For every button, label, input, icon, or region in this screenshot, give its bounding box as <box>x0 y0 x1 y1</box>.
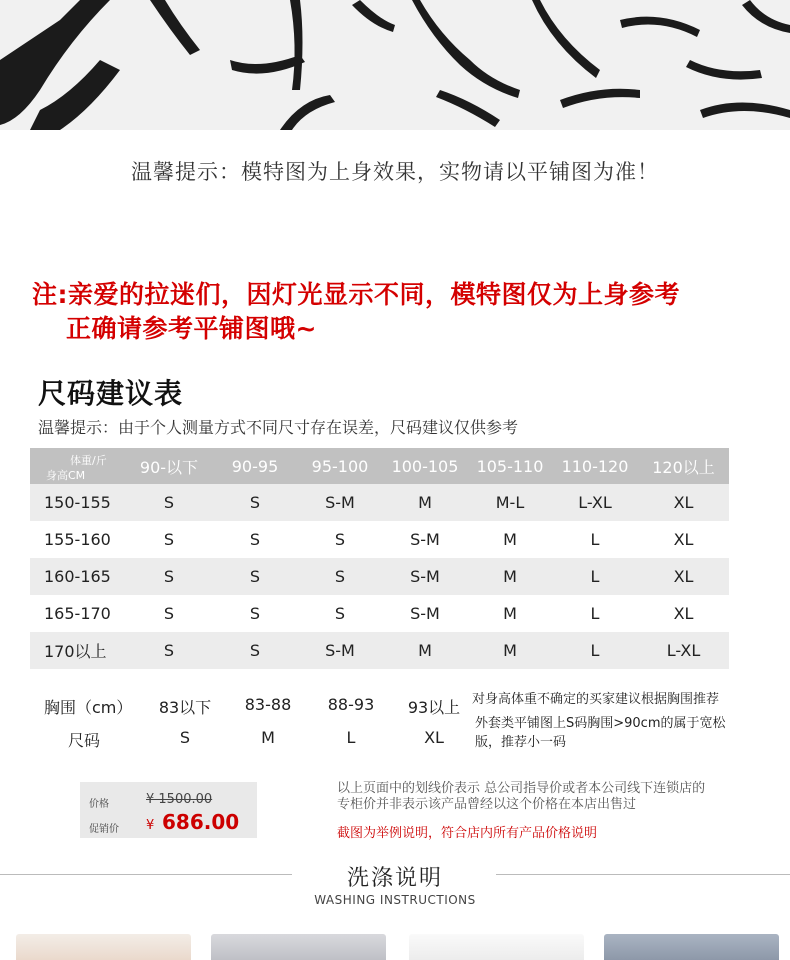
column-header: 90-以下 <box>139 457 199 477</box>
price-disclaimer-red: 截图为举例说明，符合店内所有产品价格说明 <box>337 826 598 841</box>
size-cell: L <box>590 641 600 660</box>
original-price-value: ¥ 1500.00 <box>146 792 213 807</box>
size-cell: S-M <box>410 604 440 623</box>
size-cell: S <box>163 641 175 660</box>
size-cell: L <box>590 567 600 586</box>
size-cell: M <box>503 641 517 660</box>
table-row <box>30 521 729 558</box>
size-cell: L-XL <box>666 641 701 660</box>
size-table <box>30 448 729 669</box>
washing-title: 洗涤说明 <box>346 866 443 891</box>
size-cell: XL <box>673 530 694 549</box>
height-cell: 155-160 <box>44 530 111 549</box>
model-photo-tip: 温馨提示：模特图为上身效果，实物请以平铺图为准！ <box>131 160 659 184</box>
column-header: 110-120 <box>561 456 629 476</box>
bust-value: 93以上 <box>407 698 461 717</box>
bust-value: 83-88 <box>244 695 292 714</box>
size-cell: XL <box>673 567 694 586</box>
promo-currency: ¥ <box>146 818 155 833</box>
knit-pattern-image <box>0 0 790 130</box>
price-box <box>80 782 257 838</box>
product-photo-knit-pattern <box>0 0 790 130</box>
table-row <box>30 484 729 521</box>
bust-note-outerwear: 外套类平铺图上S码胸围>90cm的属于宽松版，推荐小一码 <box>475 716 726 750</box>
size-cell: S <box>334 604 346 623</box>
bust-note: 对身高体重不确定的买家建议根据胸围推荐 <box>472 692 720 707</box>
bust-size-value: S <box>179 728 191 747</box>
corner-cell <box>30 448 126 484</box>
size-cell: S <box>249 641 261 660</box>
column-header: 120以上 <box>652 457 715 477</box>
size-cell: S <box>249 530 261 549</box>
size-cell: XL <box>673 493 694 512</box>
fabric-thumbnail <box>16 934 191 960</box>
promo-price-label: 促销价 <box>89 824 119 835</box>
size-cell: M <box>418 493 432 512</box>
size-cell: S <box>249 604 261 623</box>
size-cell: M <box>503 604 517 623</box>
size-cell: S <box>163 493 175 512</box>
size-table-header <box>30 448 729 484</box>
column-header: 105-110 <box>476 456 544 476</box>
size-cell: S <box>163 567 175 586</box>
table-row <box>30 595 729 632</box>
size-chart-title: 尺码建议表 <box>38 377 184 410</box>
promo-price-value: 686.00 <box>162 810 240 834</box>
washing-subtitle: WASHING INSTRUCTIONS <box>314 893 476 907</box>
size-cell: S-M <box>410 567 440 586</box>
size-cell: M-L <box>495 493 525 512</box>
table-row <box>30 558 729 595</box>
size-cell: L <box>590 604 600 623</box>
size-cell: S <box>334 530 346 549</box>
size-cell: M <box>503 567 517 586</box>
height-cell: 160-165 <box>44 567 111 586</box>
price-disclaimer: 以上页面中的划线价表示 总公司指导价或者本公司线下连锁店的专柜价并非表示该产品曾经以这个价格在本店出售过 <box>337 781 706 812</box>
corner-height-label: 身高CM <box>46 469 86 482</box>
size-cell: S-M <box>325 641 355 660</box>
fabric-thumbnail <box>211 934 386 960</box>
bust-value: 83以下 <box>158 698 212 717</box>
table-row <box>30 632 729 669</box>
red-note-line2: 正确请参考平铺图哦~ <box>66 314 317 343</box>
bust-size-label: 尺码 <box>68 731 101 750</box>
bust-size-value: M <box>261 728 275 747</box>
size-cell: S <box>249 493 261 512</box>
size-cell: S-M <box>410 530 440 549</box>
column-header: 95-100 <box>311 456 369 476</box>
bust-size-value: XL <box>424 728 444 747</box>
original-price-label: 价格 <box>89 799 109 810</box>
size-cell: S <box>163 604 175 623</box>
column-header: 100-105 <box>391 456 459 476</box>
size-cell: L-XL <box>578 493 612 512</box>
fabric-thumbnail <box>409 934 584 960</box>
size-cell: S <box>334 567 346 586</box>
corner-weight-label: 体重/斤 <box>70 454 107 467</box>
bust-value: 88-93 <box>327 695 375 714</box>
bust-label: 胸围（cm） <box>44 698 133 717</box>
bust-size-value: L <box>346 728 356 747</box>
size-cell: M <box>503 530 517 549</box>
size-cell: L <box>590 530 600 549</box>
column-header: 90-95 <box>231 456 279 476</box>
size-cell: S-M <box>325 493 355 512</box>
height-cell: 150-155 <box>44 493 111 512</box>
height-cell: 165-170 <box>44 604 111 623</box>
size-cell: M <box>418 641 432 660</box>
size-cell: S <box>163 530 175 549</box>
size-cell: S <box>249 567 261 586</box>
red-note-line1: 注:亲爱的拉迷们，因灯光显示不同，模特图仅为上身参考 <box>32 280 680 309</box>
size-chart-tip: 温馨提示：由于个人测量方式不同尺寸存在误差，尺码建议仅供参考 <box>38 418 519 437</box>
fabric-thumbnail <box>604 934 779 960</box>
size-cell: XL <box>673 604 694 623</box>
height-cell: 170以上 <box>44 642 107 661</box>
